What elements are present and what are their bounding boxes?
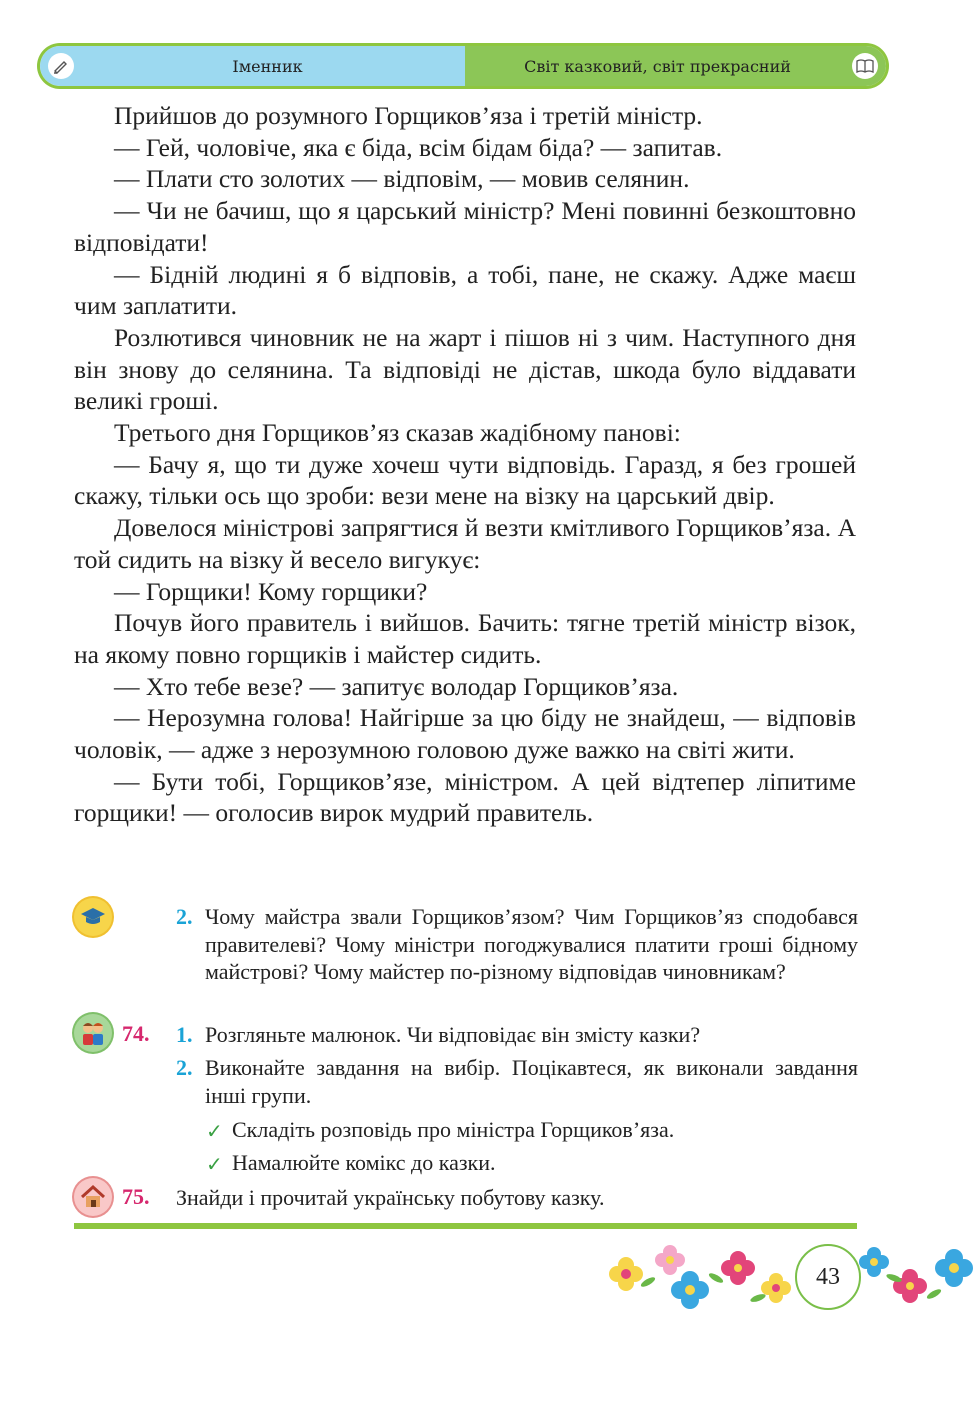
- question-number: 2.: [176, 904, 193, 929]
- choice-option: Складіть розповідь про міністра Горщиков’яза.: [232, 1117, 675, 1142]
- story-text: [74, 100, 856, 829]
- story-paragraph: — Горщики! Кому горщики?: [114, 576, 428, 606]
- exercise-text: Знайди і прочитай українську побутову казку.: [176, 1185, 605, 1210]
- header-section-left: [40, 46, 465, 86]
- story-paragraph: — Бачу я, що ти дуже хочеш чути відповідь. Гаразд, я без грошей скажу, тільки ось що зроби: вези мене на візку на царський двір.: [74, 449, 856, 511]
- task-number: 1.: [176, 1022, 193, 1047]
- question-item: [176, 903, 858, 986]
- task-number: 2.: [176, 1055, 193, 1080]
- checkmark-icon: ✓: [206, 1152, 223, 1176]
- story-paragraph: — Нерозумна голова! Найгірше за цю біду не знайдеш, — відповів чоловік, — адже з нерозумною головою дуже важко на світі жити.: [74, 703, 856, 765]
- story-paragraph: Почув його правитель і вийшов. Бачить: тягне третій міністр візок, на якому повно горщиків і майстер сидить.: [74, 608, 856, 669]
- page-number: 43: [795, 1244, 861, 1310]
- story-paragraph: Довелося міністрові запрягтися й везти кмітливого Горщиков’яза. А той сидить на візку й весело вигукує:: [74, 513, 856, 574]
- header-chapter: Світ казковий, світ прекрасний: [524, 56, 791, 76]
- choice-option: Намалюйте комікс до казки.: [232, 1150, 496, 1175]
- story-paragraph: — Бути тобі, Горщиков’язе, міністром. А цей відтепер ліпитиме горщики! — оголосив вирок мудрий правитель.: [74, 766, 856, 828]
- question-text: Чому майстра звали Горщиков’язом? Чим Горщиков’яз сподобався правителеві? Чому міністри погоджувалися платити гроші бідному майстрові? Чому майстер по-різному відповідав чиновникам?: [205, 904, 858, 984]
- task-text: Розгляньте малюнок. Чи відповідає він змісту казки?: [205, 1022, 701, 1047]
- story-paragraph: Прийшов до розумного Горщиков’яза і третій міністр.: [114, 101, 703, 130]
- story-paragraph: — Чи не бачиш, що я царський міністр? Мені повинні безкоштовно відповідати!: [74, 196, 856, 257]
- home-icon: [74, 1178, 112, 1216]
- page-header: [40, 46, 886, 86]
- story-paragraph: — Гей, чоловіче, яка є біда, всім бідам біда? — запитав.: [114, 132, 723, 162]
- group-work-icon: [74, 1014, 112, 1052]
- story-paragraph: Третього дня Горщиков’яз сказав жадібному панові:: [114, 418, 681, 448]
- task-item: [176, 1054, 858, 1109]
- flower-decoration: [598, 1238, 980, 1314]
- graduation-cap-icon: [74, 898, 112, 936]
- exercise-number: 74.: [122, 1021, 150, 1046]
- story-paragraph: — Плати сто золотих — відповім, — мовив селянин.: [114, 164, 690, 194]
- flower-icon: [609, 1245, 973, 1309]
- exercise-number: 75.: [122, 1184, 150, 1209]
- header-section-right: [465, 46, 886, 86]
- task-item: [176, 1021, 858, 1049]
- task-text: Виконайте завдання на вибір. Поцікавтеся, як виконали завдання інші групи.: [205, 1055, 858, 1108]
- book-icon: [852, 53, 878, 79]
- story-paragraph: — Хто тебе везе? — запитує володар Горщиков’яза.: [114, 671, 679, 701]
- header-topic: Іменник: [232, 56, 303, 76]
- checkmark-icon: ✓: [206, 1119, 223, 1143]
- story-paragraph: — Бідній людині я б відповів, а тобі, пане, не скажу. Адже маєш чим заплатити.: [74, 259, 856, 321]
- pen-icon: [48, 53, 74, 79]
- story-paragraph: Розлютився чиновник не на жарт і пішов ні з чим. Наступного дня він знову до селянина. Та відповіді не дістав, шкода було віддавати великі гроші.: [74, 322, 856, 416]
- footer-divider: [74, 1223, 857, 1229]
